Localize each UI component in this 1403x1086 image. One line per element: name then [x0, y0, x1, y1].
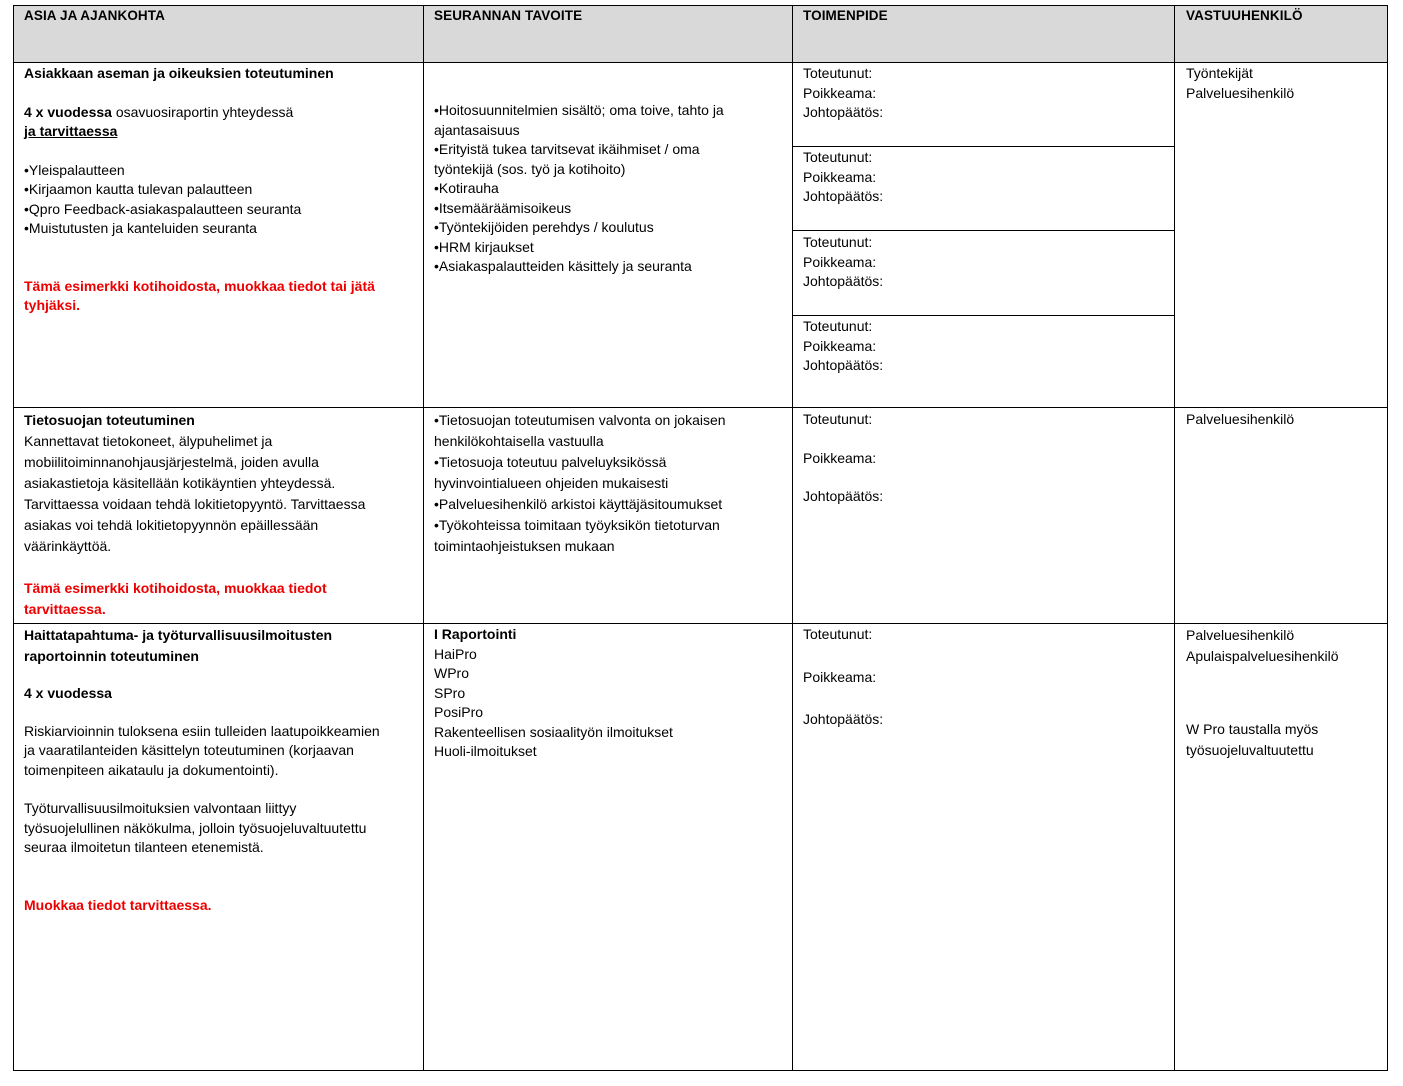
- list-item: ajantasaisuus: [434, 121, 520, 138]
- list-item: •Kirjaamon kautta tulevan palautteen: [24, 181, 253, 197]
- list-item: •HRM kirjaukset: [434, 238, 534, 255]
- table-header-background: [14, 6, 1387, 62]
- row3-edit-note: Muokkaa tiedot tarvittaessa.: [24, 896, 212, 913]
- list-item: Työntekijät: [1186, 65, 1253, 81]
- row2-asia-cell: [24, 410, 416, 620]
- list-item: Palveluesihenkilö: [1186, 84, 1295, 101]
- list-item: •Tietosuoja toteutuu palveluyksikössä: [434, 454, 667, 470]
- toteutunut-label: Toteutunut:: [803, 234, 873, 250]
- list-item: •Työntekijöiden perehdys / koulutus: [434, 219, 654, 235]
- list-item: asiakas voi tehdä lokitietopyynnön epäillessään: [24, 517, 319, 533]
- col-divider-3: [1174, 5, 1175, 1071]
- johtopaatos-label: Johtopäätös:: [803, 273, 884, 289]
- row1-toimenpide-block-4: [803, 317, 883, 376]
- list-item: Apulaispalveluesihenkilö: [1186, 648, 1339, 664]
- toteutunut-label: Toteutunut:: [803, 318, 873, 334]
- row3-reporting-title: I Raportointi: [434, 626, 517, 642]
- list-item: •Muistutusten ja kanteluiden seuranta: [24, 220, 257, 236]
- list-item: •Työkohteissa toimitaan työyksikön tietoturvan: [434, 517, 720, 533]
- list-item: ja vaaratilanteiden käsittelyn toteutuminen (korjaavan: [24, 742, 354, 758]
- list-item: toimenpiteen aikataulu ja dokumentointi).: [24, 761, 279, 778]
- poikkeama-label: Poikkeama:: [803, 253, 877, 270]
- list-item: •Palveluesihenkilö arkistoi käyttäjäsitoumukset: [434, 496, 723, 512]
- header-seurannan-tavoite: SEURANNAN TAVOITE: [434, 8, 583, 23]
- col-divider-1: [423, 5, 424, 1071]
- list-item: WPro: [434, 665, 469, 681]
- row1-toimenpide-block-2: [803, 148, 883, 207]
- list-item: Palveluesihenkilö: [1186, 411, 1295, 427]
- subcell-divider-1: [792, 146, 1174, 147]
- row1-title: Asiakkaan aseman ja oikeuksien toteutuminen: [24, 65, 334, 81]
- row1-frequency-bold: 4 x vuodessa: [24, 103, 112, 120]
- row2-vastuu-cell: [1186, 410, 1294, 430]
- table-border-top: [13, 5, 1388, 6]
- row1-toimenpide-block-3: [803, 233, 883, 292]
- list-item: toimintaohjeistuksen mukaan: [434, 538, 615, 554]
- row3-asia-cell: [24, 625, 416, 915]
- row3-toimenpide-cell: [803, 625, 883, 730]
- row1-frequency-rest: osavuosiraportin yhteydessä: [111, 103, 294, 120]
- row1-vastuu-cell: [1186, 64, 1294, 103]
- list-item: mobiilitoiminnanohjausjärjestelmä, joiden avulla: [24, 454, 319, 470]
- list-item: Riskiarvioinnin tuloksena esiin tulleiden laatupoikkeamien: [24, 722, 380, 739]
- list-item: •Yleispalautteen: [24, 161, 125, 178]
- subcell-divider-2: [792, 230, 1174, 231]
- row2-example-note: Tämä esimerkki kotihoidosta, muokkaa tiedot: [24, 580, 327, 596]
- johtopaatos-label: Johtopäätös:: [803, 488, 884, 504]
- list-item: PosiPro: [434, 704, 484, 720]
- row1-example-note: tyhjäksi.: [24, 297, 81, 313]
- johtopaatos-label: Johtopäätös:: [803, 104, 884, 120]
- poikkeama-label: Poikkeama:: [803, 84, 877, 101]
- row3-vastuu-note: työsuojeluvaltuutettu: [1186, 742, 1314, 758]
- johtopaatos-label: Johtopäätös:: [803, 357, 884, 373]
- row2-title: Tietosuojan toteutuminen: [24, 412, 195, 428]
- table-border-left: [13, 5, 14, 1071]
- row3-vastuu-cell: [1186, 625, 1339, 761]
- row1-tavoite-cell: [434, 101, 786, 277]
- subcell-divider-3: [792, 315, 1174, 316]
- list-item: seuraa ilmoitetun tilanteen etenemistä.: [24, 839, 264, 855]
- header-divider: [13, 62, 1388, 63]
- list-item: työsuojelullinen näkökulma, jolloin työsuojeluvaltuutettu: [24, 819, 367, 836]
- list-item: hyvinvointialueen ohjeiden mukaisesti: [434, 475, 669, 491]
- list-item: •Itsemääräämisoikeus: [434, 199, 572, 216]
- row3-tavoite-cell: [434, 625, 786, 762]
- johtopaatos-label: Johtopäätös:: [803, 188, 884, 204]
- list-item: Tarvittaessa voidaan tehdä lokitietopyyntö. Tarvittaessa: [24, 496, 366, 512]
- list-item: •Kotirauha: [434, 180, 499, 196]
- list-item: asiakastietoja käsitellään kotikäyntien yhteydessä.: [24, 475, 336, 491]
- row2-tavoite-cell: [434, 410, 786, 557]
- list-item: Kannettavat tietokoneet, älypuhelimet ja: [24, 433, 273, 449]
- row1-asia-cell: [24, 64, 416, 316]
- header-toimenpide: TOIMENPIDE: [803, 8, 888, 23]
- list-item: •Asiakaspalautteiden käsittely ja seuranta: [434, 258, 692, 274]
- toteutunut-label: Toteutunut:: [803, 149, 873, 165]
- table-border-right: [1387, 5, 1388, 1071]
- row-divider-2: [13, 623, 1388, 624]
- toteutunut-label: Toteutunut:: [803, 411, 873, 427]
- row1-frequency-2: ja tarvittaessa: [24, 123, 118, 139]
- col-divider-2: [792, 5, 793, 1071]
- table-border-bottom: [13, 1070, 1388, 1071]
- row1-example-note: Tämä esimerkki kotihoidosta, muokkaa tiedot tai jätä: [24, 277, 375, 294]
- toteutunut-label: Toteutunut:: [803, 626, 873, 642]
- row1-toimenpide-block-1: [803, 64, 883, 123]
- list-item: Työturvallisuusilmoituksien valvontaan liittyy: [24, 800, 297, 816]
- list-item: väärinkäyttöä.: [24, 538, 112, 554]
- poikkeama-label: Poikkeama:: [803, 168, 877, 185]
- header-vastuuhenkilo: VASTUUHENKILÖ: [1186, 8, 1303, 23]
- poikkeama-label: Poikkeama:: [803, 449, 877, 466]
- list-item: •Erityistä tukea tarvitsevat ikäihmiset / oma: [434, 141, 700, 157]
- toteutunut-label: Toteutunut:: [803, 65, 873, 81]
- list-item: •Hoitosuunnitelmien sisältö; oma toive, tahto ja: [434, 102, 724, 118]
- list-item: SPro: [434, 684, 466, 701]
- johtopaatos-label: Johtopäätös:: [803, 711, 884, 727]
- row2-toimenpide-cell: [803, 410, 883, 507]
- row3-title: Haittatapahtuma- ja työturvallisuusilmoitusten: [24, 627, 333, 643]
- row-divider-1: [13, 407, 1388, 408]
- row2-example-note: tarvittaessa.: [24, 601, 106, 617]
- list-item: HaiPro: [434, 645, 477, 662]
- list-item: Palveluesihenkilö: [1186, 627, 1295, 643]
- list-item: työntekijä (sos. työ ja kotihoito): [434, 160, 626, 177]
- list-item: •Tietosuojan toteutumisen valvonta on jokaisen: [434, 412, 726, 428]
- poikkeama-label: Poikkeama:: [803, 337, 877, 354]
- row3-frequency: 4 x vuodessa: [24, 685, 112, 701]
- list-item: Huoli-ilmoitukset: [434, 743, 537, 759]
- list-item: •Qpro Feedback-asiakaspalautteen seuranta: [24, 200, 302, 217]
- row3-vastuu-note: W Pro taustalla myös: [1186, 721, 1319, 737]
- header-asia-ja-ajankohta: ASIA JA AJANKOHTA: [24, 8, 165, 23]
- poikkeama-label: Poikkeama:: [803, 668, 877, 685]
- list-item: Rakenteellisen sosiaalityön ilmoitukset: [434, 723, 673, 740]
- row1-frequency: [24, 103, 416, 123]
- row3-title: raportoinnin toteutuminen: [24, 648, 199, 664]
- list-item: henkilökohtaisella vastuulla: [434, 433, 604, 449]
